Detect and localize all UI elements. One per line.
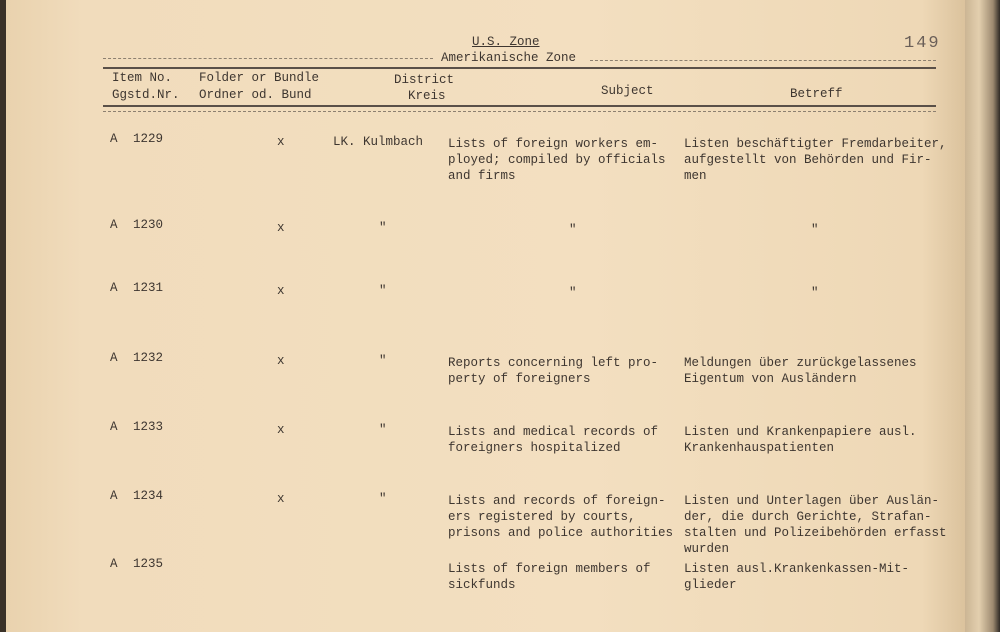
divider: [590, 60, 936, 61]
row-folder-mark: x: [277, 423, 285, 437]
divider: [103, 58, 433, 59]
page-number: 149: [904, 34, 941, 53]
row-folder-mark: x: [277, 284, 285, 298]
row-subject: ": [569, 223, 577, 237]
header-rule-top: [103, 67, 936, 69]
row-subject: Reports concerning left pro- perty of foreigners: [448, 356, 659, 386]
row-district: ": [379, 423, 387, 437]
page-edge: [965, 0, 1000, 632]
row-item-prefix: A: [110, 218, 118, 232]
row-item-number: 1231: [133, 281, 164, 295]
row-subject: ": [569, 286, 577, 300]
row-item-number: 1230: [133, 218, 164, 232]
row-district: ": [379, 354, 387, 368]
col-subject: Subject: [601, 84, 654, 98]
row-betreff: ": [811, 223, 819, 237]
row-folder-mark: x: [277, 221, 285, 235]
row-item-number: 1229: [133, 132, 164, 146]
row-item-prefix: A: [110, 420, 118, 434]
col-folder-en: Folder or Bundle: [199, 71, 320, 85]
divider: [103, 111, 936, 112]
row-subject: Lists of foreign workers em- ployed; compiled by officials and firms: [448, 137, 666, 183]
row-district: ": [379, 492, 387, 506]
row-subject: Lists and medical records of foreigners hospitalized: [448, 425, 659, 455]
row-item-prefix: A: [110, 281, 118, 295]
col-district-en: District: [394, 73, 455, 87]
row-item-prefix: A: [110, 132, 118, 146]
row-item-prefix: A: [110, 557, 118, 571]
col-item-en: Item No.: [112, 71, 173, 85]
row-betreff: ": [811, 286, 819, 300]
col-item-de: Ggstd.Nr.: [112, 88, 180, 102]
row-folder-mark: x: [277, 354, 285, 368]
row-item-prefix: A: [110, 351, 118, 365]
row-district: ": [379, 284, 387, 298]
col-betreff: Betreff: [790, 87, 843, 101]
row-district: LK. Kulmbach: [333, 135, 424, 149]
row-subject: Lists of foreign members of sickfunds: [448, 562, 651, 592]
row-folder-mark: x: [277, 135, 285, 149]
row-item-number: 1235: [133, 557, 164, 571]
row-betreff: Meldungen über zurückgelassenes Eigentum von Ausländern: [684, 356, 917, 386]
header-subtitle: Amerikanische Zone: [441, 51, 577, 65]
row-district: ": [379, 221, 387, 235]
row-betreff: Listen ausl.Krankenkassen-Mit- glieder: [684, 562, 910, 592]
header-rule-bottom: [103, 105, 936, 107]
row-item-number: 1232: [133, 351, 164, 365]
row-betreff: Listen und Krankenpapiere ausl. Krankenhauspatienten: [684, 425, 917, 455]
row-item-prefix: A: [110, 489, 118, 503]
row-betreff: Listen beschäftigter Fremdarbeiter, aufgestellt von Behörden und Fir- men: [684, 137, 947, 183]
row-betreff: Listen und Unterlagen über Auslän- der, die durch Gerichte, Strafan- stalten und Polizeibehörden erfasst wurden: [684, 494, 947, 556]
row-subject: Lists and records of foreign- ers registered by courts, prisons and police authorities: [448, 494, 674, 540]
row-folder-mark: x: [277, 492, 285, 506]
row-item-number: 1234: [133, 489, 164, 503]
col-folder-de: Ordner od. Bund: [199, 88, 312, 102]
row-item-number: 1233: [133, 420, 164, 434]
header-title: U.S. Zone: [472, 35, 540, 49]
col-district-de: Kreis: [408, 89, 446, 103]
